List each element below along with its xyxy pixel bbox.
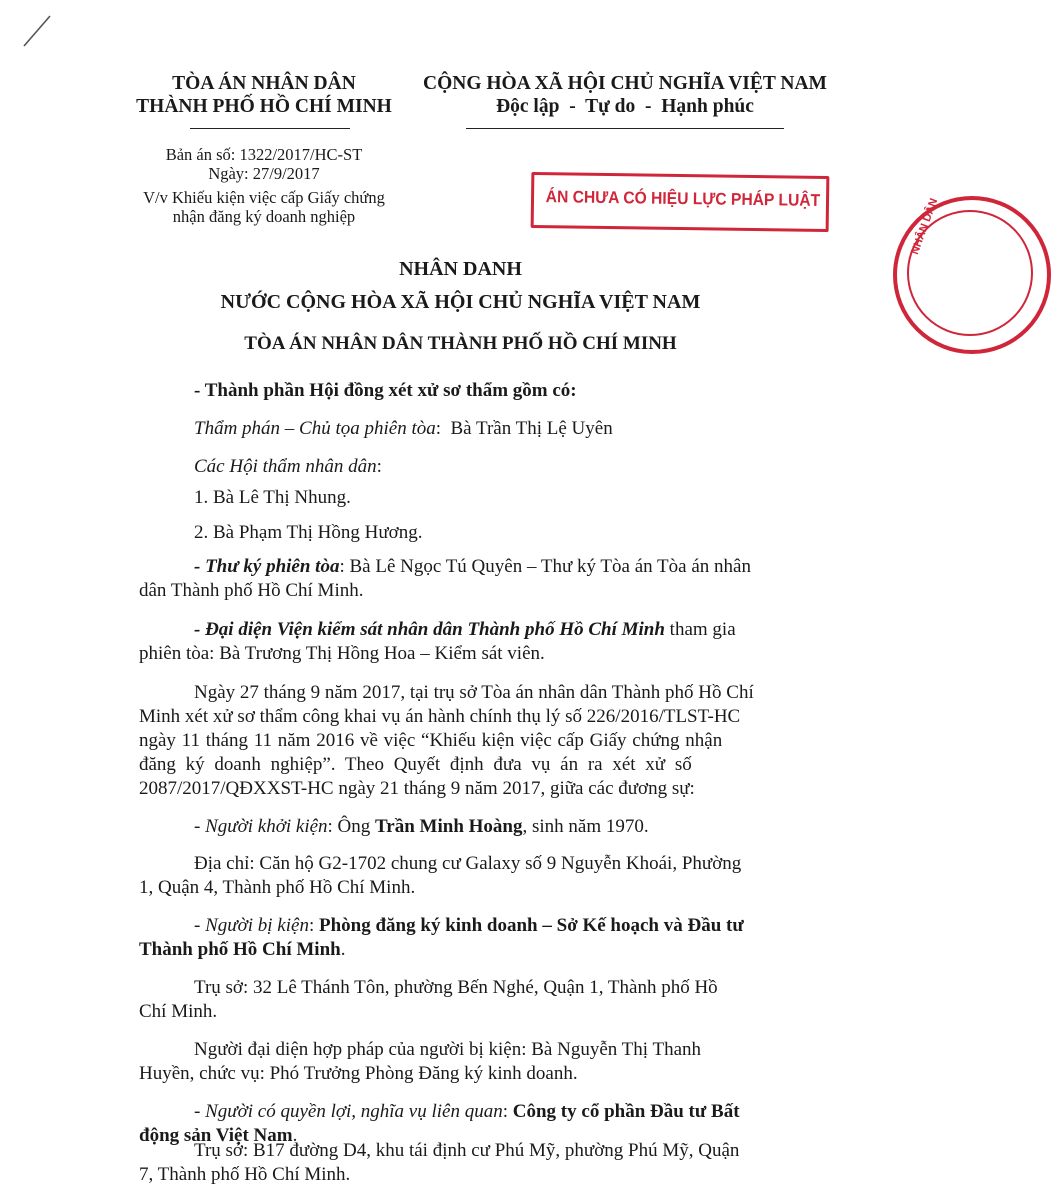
assessor-2: 2. Bà Phạm Thị Hồng Hương. (194, 522, 423, 543)
case-subject-line1: V/v Khiếu kiện việc cấp Giấy chứng (143, 188, 385, 207)
assessor-1: 1. Bà Lê Thị Nhung. (194, 487, 351, 508)
not-in-force-stamp (531, 172, 830, 232)
procurator-label: - Đại diện Viện kiểm sát nhân dân Thành phố Hồ Chí Minh (194, 619, 665, 640)
defendant-colon: : (308, 915, 319, 936)
procurator-text: tham gia (664, 619, 736, 640)
para1-line4: đăng ký doanh nghiệp”. Theo Quyết định đưa vụ án ra xét xử số (139, 754, 692, 775)
court-name-line1: TÒA ÁN NHÂN DÂN (172, 73, 356, 94)
plaintiff-address-line1: Địa chỉ: Căn hộ G2-1702 chung cư Galaxy số 9 Nguyễn Khoái, Phường (194, 853, 742, 874)
representative-line2: Huyền, chức vụ: Phó Trưởng Phòng Đăng ký kinh doanh. (139, 1063, 578, 1084)
related-name-line2: động sản Việt Nam (139, 1125, 293, 1146)
judge-name: : Bà Trần Thị Lệ Uyên (435, 418, 613, 439)
case-number: Bản án số: 1322/2017/HC-ST (165, 145, 363, 164)
representative-line1: Người đại diện hợp pháp của người bị kiện: Bà Nguyễn Thị Thanh (194, 1039, 702, 1060)
defendant-address-line1: Trụ sở: 32 Lê Thánh Tôn, phường Bến Nghé, Quận 1, Thành phố Hồ (194, 977, 718, 998)
title-nation: NƯỚC CỘNG HÒA XÃ HỘI CHỦ NGHĨA VIỆT NAM (220, 291, 701, 313)
related-party-line (194, 1101, 894, 1123)
clerk-text: : Bà Lê Ngọc Tú Quyên – Thư ký Tòa án Tòa án nhân (339, 556, 751, 577)
clerk-line-2: dân Thành phố Hồ Chí Minh. (139, 580, 364, 601)
stamp-text: ÁN CHƯA CÓ HIỆU LỰC PHÁP LUẬT (545, 187, 821, 210)
related-name-line1: Công ty cổ phần Đầu tư Bất (512, 1101, 740, 1122)
defendant-line (194, 915, 894, 937)
defendant-period: . (340, 939, 346, 960)
related-address-line2: 7, Thành phố Hồ Chí Minh. (139, 1164, 351, 1185)
plaintiff-label: - Người khởi kiện (194, 816, 328, 837)
nation-motto: Độc lập - Tự do - Hạnh phúc (496, 96, 754, 117)
case-date: Ngày: 27/9/2017 (208, 164, 320, 183)
plaintiff-address-line2: 1, Quận 4, Thành phố Hồ Chí Minh. (139, 877, 416, 898)
plaintiff-name: Trần Minh Hoàng (375, 816, 523, 837)
related-period: . (292, 1125, 298, 1146)
plaintiff-colon: : Ông (327, 816, 376, 837)
court-name-line2: THÀNH PHỐ HỒ CHÍ MINH (136, 96, 392, 117)
procurator-line-2: phiên tòa: Bà Trương Thị Hồng Hoa – Kiểm sát viên. (139, 643, 545, 664)
assessors-label: Các Hội thẩm nhân dân (194, 456, 377, 477)
para1-line1: Ngày 27 tháng 9 năm 2017, tại trụ sở Tòa án nhân dân Thành phố Hồ Chí (194, 682, 754, 703)
panel-heading: - Thành phần Hội đồng xét xử sơ thẩm gồm có: (194, 380, 577, 401)
clerk-label: - Thư ký phiên tòa (194, 556, 340, 577)
defendant-label: - Người bị kiện (194, 915, 309, 936)
assessors-colon: : (376, 456, 382, 477)
title-in-the-name: NHÂN DANH (399, 258, 522, 280)
judge-label: Thẩm phán – Chủ tọa phiên tòa (194, 418, 436, 439)
defendant-address-line2: Chí Minh. (139, 1001, 218, 1022)
clerk-line (194, 556, 894, 578)
court-underline (190, 128, 350, 129)
court-seal-text: NHÂN DÂN (909, 196, 941, 257)
para1-line5: 2087/2017/QĐXXST-HC ngày 21 tháng 9 năm 2017, giữa các đương sự: (139, 778, 695, 799)
title-court: TÒA ÁN NHÂN DÂN THÀNH PHỐ HỒ CHÍ MINH (244, 333, 677, 354)
para1-line2: Minh xét xử sơ thẩm công khai vụ án hành chính thụ lý số 226/2016/TLST-HC (139, 706, 741, 727)
case-subject-line2: nhận đăng ký doanh nghiệp (172, 207, 356, 226)
related-address-line1: Trụ sở: B17 đường D4, khu tái định cư Phú Mỹ, phường Phú Mỹ, Quận (194, 1140, 740, 1161)
nation-name: CỘNG HÒA XÃ HỘI CHỦ NGHĨA VIỆT NAM (423, 73, 827, 94)
procurator-line (194, 619, 894, 641)
plaintiff-line (194, 816, 894, 838)
defendant-name-line1: Phòng đăng ký kinh doanh – Sở Kế hoạch và Đầu tư (319, 915, 744, 936)
related-colon: : (502, 1101, 513, 1122)
para1-line3: ngày 11 tháng 11 năm 2016 về việc “Khiếu kiện việc cấp Giấy chứng nhận (139, 730, 723, 751)
assessors-line (194, 456, 894, 478)
defendant-name-line2: Thành phố Hồ Chí Minh (139, 939, 341, 960)
pen-stroke-mark (22, 14, 52, 48)
related-label: - Người có quyền lợi, nghĩa vụ liên quan (194, 1101, 503, 1122)
defendant-line-2 (139, 939, 839, 961)
motto-underline (466, 128, 784, 129)
plaintiff-rest: , sinh năm 1970. (522, 816, 649, 837)
judge-line (194, 418, 894, 440)
